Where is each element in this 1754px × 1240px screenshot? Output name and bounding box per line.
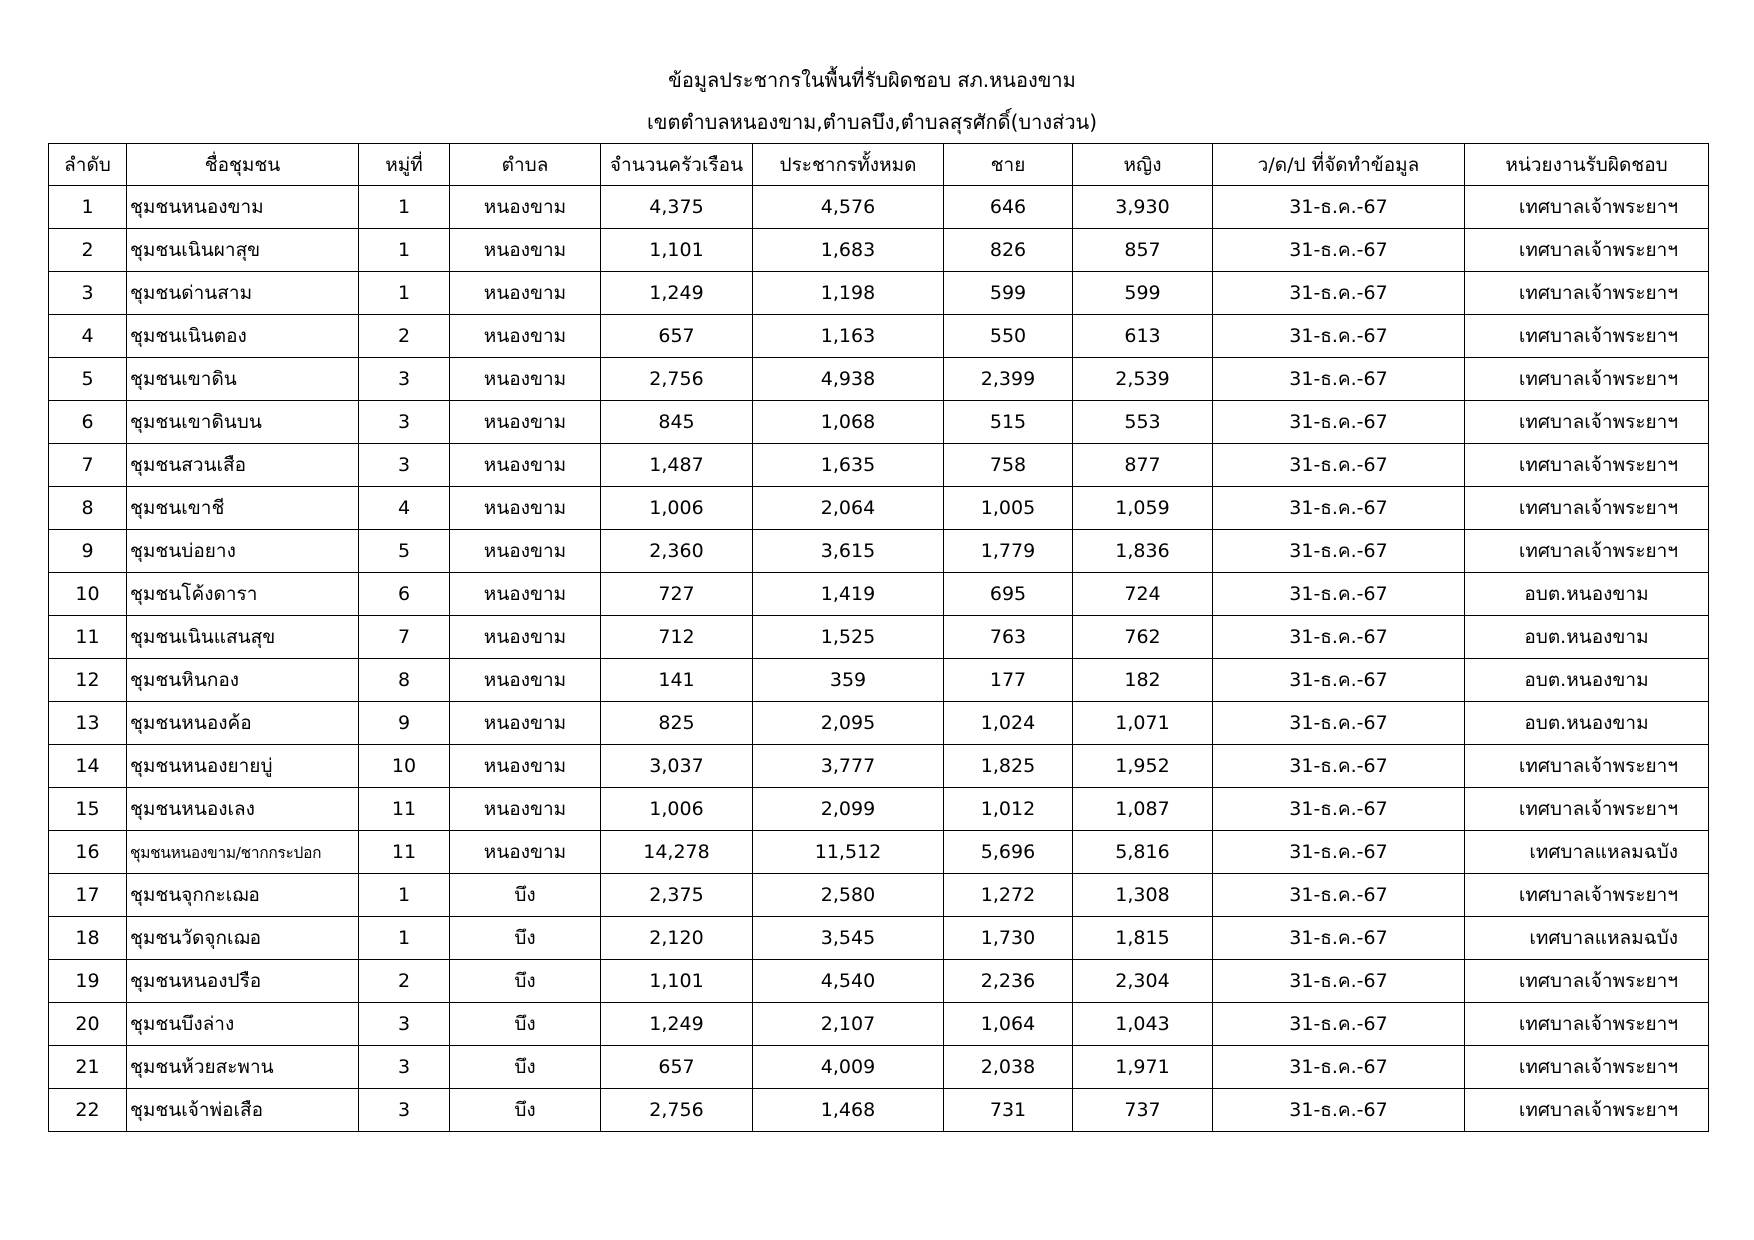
cell-responsible-agency: เทศบาลเจ้าพระยาฯ [1465,272,1709,315]
cell-female: 613 [1073,315,1213,358]
cell-village-no: 1 [359,917,450,960]
cell-total-population: 3,777 [753,745,944,788]
cell-male: 826 [944,229,1073,272]
cell-village-no: 10 [359,745,450,788]
cell-community-name: ชุมชนสวนเสือ [127,444,359,487]
cell-households: 2,120 [601,917,753,960]
cell-community-name: ชุมชนห้วยสะพาน [127,1046,359,1089]
cell-community-name: ชุมชนหนองค้อ [127,702,359,745]
cell-order: 6 [49,401,127,444]
cell-subdistrict: หนองขาม [450,272,601,315]
cell-data-date: 31-ธ.ค.-67 [1213,659,1465,702]
cell-male: 599 [944,272,1073,315]
cell-total-population: 2,107 [753,1003,944,1046]
cell-responsible-agency: เทศบาลแหลมฉบัง [1465,831,1709,874]
cell-households: 1,487 [601,444,753,487]
cell-village-no: 3 [359,444,450,487]
cell-female: 762 [1073,616,1213,659]
cell-data-date: 31-ธ.ค.-67 [1213,831,1465,874]
cell-data-date: 31-ธ.ค.-67 [1213,272,1465,315]
cell-male: 695 [944,573,1073,616]
cell-responsible-agency: อบต.หนองขาม [1465,659,1709,702]
cell-order: 9 [49,530,127,573]
cell-data-date: 31-ธ.ค.-67 [1213,788,1465,831]
table-row [49,530,1709,573]
cell-male: 2,038 [944,1046,1073,1089]
table-row [49,229,1709,272]
cell-female: 1,815 [1073,917,1213,960]
cell-data-date: 31-ธ.ค.-67 [1213,186,1465,229]
cell-data-date: 31-ธ.ค.-67 [1213,745,1465,788]
cell-subdistrict: หนองขาม [450,229,601,272]
cell-male: 1,825 [944,745,1073,788]
header-data-date: ว/ด/ป ที่จัดทำข้อมูล [1213,144,1465,186]
cell-data-date: 31-ธ.ค.-67 [1213,401,1465,444]
header-order: ลำดับ [49,144,127,186]
cell-order: 12 [49,659,127,702]
cell-community-name: ชุมชนเขาชี [127,487,359,530]
cell-data-date: 31-ธ.ค.-67 [1213,960,1465,1003]
cell-households: 14,278 [601,831,753,874]
cell-subdistrict: หนองขาม [450,702,601,745]
cell-village-no: 3 [359,1089,450,1132]
cell-total-population: 1,635 [753,444,944,487]
cell-households: 141 [601,659,753,702]
cell-village-no: 11 [359,788,450,831]
cell-order: 8 [49,487,127,530]
cell-male: 2,399 [944,358,1073,401]
cell-community-name: ชุมชนหนองปรือ [127,960,359,1003]
cell-female: 1,043 [1073,1003,1213,1046]
cell-responsible-agency: เทศบาลเจ้าพระยาฯ [1465,444,1709,487]
header-male: ชาย [944,144,1073,186]
cell-community-name: ชุมชนด่านสาม [127,272,359,315]
cell-village-no: 3 [359,1003,450,1046]
header-row [49,144,1709,186]
cell-male: 5,696 [944,831,1073,874]
cell-village-no: 1 [359,272,450,315]
table-row [49,573,1709,616]
cell-total-population: 11,512 [753,831,944,874]
cell-total-population: 1,163 [753,315,944,358]
cell-data-date: 31-ธ.ค.-67 [1213,1003,1465,1046]
cell-households: 1,101 [601,960,753,1003]
cell-data-date: 31-ธ.ค.-67 [1213,1089,1465,1132]
cell-female: 1,308 [1073,874,1213,917]
cell-village-no: 1 [359,186,450,229]
cell-responsible-agency: อบต.หนองขาม [1465,616,1709,659]
cell-total-population: 2,580 [753,874,944,917]
header-village-no: หมู่ที่ [359,144,450,186]
cell-subdistrict: หนองขาม [450,616,601,659]
cell-community-name: ชุมชนหินกอง [127,659,359,702]
cell-female: 877 [1073,444,1213,487]
cell-community-name: ชุมชนหนองขาม/ชากกระปอก [127,831,359,874]
cell-female: 857 [1073,229,1213,272]
cell-responsible-agency: เทศบาลเจ้าพระยาฯ [1465,788,1709,831]
header-community-name: ชื่อชุมชน [127,144,359,186]
cell-order: 4 [49,315,127,358]
cell-responsible-agency: เทศบาลแหลมฉบัง [1465,917,1709,960]
cell-order: 7 [49,444,127,487]
cell-community-name: ชุมชนหนองยายบู่ [127,745,359,788]
cell-village-no: 9 [359,702,450,745]
cell-village-no: 6 [359,573,450,616]
cell-community-name: ชุมชนเขาดินบน [127,401,359,444]
cell-order: 19 [49,960,127,1003]
cell-responsible-agency: เทศบาลเจ้าพระยาฯ [1465,1003,1709,1046]
cell-subdistrict: หนองขาม [450,444,601,487]
header-households: จำนวนครัวเรือน [601,144,753,186]
cell-community-name: ชุมชนหนองขาม [127,186,359,229]
cell-village-no: 5 [359,530,450,573]
cell-total-population: 1,198 [753,272,944,315]
cell-households: 657 [601,315,753,358]
table-row [49,788,1709,831]
cell-subdistrict: บึง [450,960,601,1003]
cell-responsible-agency: เทศบาลเจ้าพระยาฯ [1465,874,1709,917]
cell-households: 1,249 [601,272,753,315]
cell-total-population: 4,576 [753,186,944,229]
cell-data-date: 31-ธ.ค.-67 [1213,229,1465,272]
cell-subdistrict: หนองขาม [450,487,601,530]
cell-households: 845 [601,401,753,444]
table-row [49,874,1709,917]
cell-female: 1,952 [1073,745,1213,788]
cell-subdistrict: หนองขาม [450,530,601,573]
cell-total-population: 3,545 [753,917,944,960]
cell-village-no: 3 [359,1046,450,1089]
cell-male: 763 [944,616,1073,659]
cell-order: 2 [49,229,127,272]
cell-subdistrict: หนองขาม [450,186,601,229]
header-total-population: ประชากรทั้งหมด [753,144,944,186]
cell-order: 21 [49,1046,127,1089]
cell-order: 1 [49,186,127,229]
cell-male: 1,024 [944,702,1073,745]
cell-male: 731 [944,1089,1073,1132]
cell-households: 2,375 [601,874,753,917]
cell-male: 1,012 [944,788,1073,831]
cell-responsible-agency: เทศบาลเจ้าพระยาฯ [1465,1046,1709,1089]
header-responsible-agency: หน่วยงานรับผิดชอบ [1465,144,1709,186]
header-female: หญิง [1073,144,1213,186]
cell-total-population: 2,064 [753,487,944,530]
cell-total-population: 1,683 [753,229,944,272]
cell-male: 2,236 [944,960,1073,1003]
cell-subdistrict: หนองขาม [450,401,601,444]
cell-responsible-agency: เทศบาลเจ้าพระยาฯ [1465,401,1709,444]
cell-community-name: ชุมชนบึงล่าง [127,1003,359,1046]
cell-total-population: 1,068 [753,401,944,444]
cell-village-no: 4 [359,487,450,530]
cell-female: 1,059 [1073,487,1213,530]
table-row [49,702,1709,745]
cell-female: 5,816 [1073,831,1213,874]
cell-households: 1,101 [601,229,753,272]
cell-total-population: 1,419 [753,573,944,616]
cell-village-no: 8 [359,659,450,702]
cell-community-name: ชุมชนเนินแสนสุข [127,616,359,659]
table-row [49,917,1709,960]
table-row [49,659,1709,702]
cell-village-no: 2 [359,960,450,1003]
cell-female: 3,930 [1073,186,1213,229]
cell-data-date: 31-ธ.ค.-67 [1213,573,1465,616]
cell-households: 727 [601,573,753,616]
cell-data-date: 31-ธ.ค.-67 [1213,616,1465,659]
table-row [49,1089,1709,1132]
cell-female: 182 [1073,659,1213,702]
cell-responsible-agency: เทศบาลเจ้าพระยาฯ [1465,229,1709,272]
cell-male: 1,064 [944,1003,1073,1046]
cell-male: 550 [944,315,1073,358]
cell-responsible-agency: เทศบาลเจ้าพระยาฯ [1465,358,1709,401]
cell-order: 3 [49,272,127,315]
table-row [49,487,1709,530]
table-row [49,358,1709,401]
cell-village-no: 2 [359,315,450,358]
cell-male: 1,779 [944,530,1073,573]
table-row [49,186,1709,229]
cell-village-no: 11 [359,831,450,874]
cell-village-no: 3 [359,358,450,401]
cell-male: 1,730 [944,917,1073,960]
cell-households: 2,756 [601,1089,753,1132]
cell-data-date: 31-ธ.ค.-67 [1213,702,1465,745]
cell-data-date: 31-ธ.ค.-67 [1213,315,1465,358]
cell-community-name: ชุมชนเนินตอง [127,315,359,358]
cell-households: 712 [601,616,753,659]
cell-responsible-agency: เทศบาลเจ้าพระยาฯ [1465,315,1709,358]
document-title: ข้อมูลประชากรในพื้นที่รับผิดชอบ สภ.หนองขาม [668,68,1076,92]
cell-total-population: 2,099 [753,788,944,831]
cell-subdistrict: บึง [450,874,601,917]
cell-community-name: ชุมชนเจ้าพ่อเสือ [127,1089,359,1132]
cell-subdistrict: บึง [450,1089,601,1132]
cell-community-name: ชุมชนเนินผาสุข [127,229,359,272]
cell-village-no: 7 [359,616,450,659]
cell-order: 15 [49,788,127,831]
cell-male: 515 [944,401,1073,444]
cell-village-no: 3 [359,401,450,444]
table-row [49,745,1709,788]
population-table [48,143,1709,1132]
cell-data-date: 31-ธ.ค.-67 [1213,530,1465,573]
cell-subdistrict: หนองขาม [450,831,601,874]
cell-community-name: ชุมชนเขาดิน [127,358,359,401]
cell-households: 2,360 [601,530,753,573]
cell-responsible-agency: เทศบาลเจ้าพระยาฯ [1465,960,1709,1003]
table-row [49,831,1709,874]
table-row [49,444,1709,487]
cell-subdistrict: บึง [450,1046,601,1089]
cell-households: 2,756 [601,358,753,401]
cell-data-date: 31-ธ.ค.-67 [1213,444,1465,487]
cell-community-name: ชุมชนหนองเลง [127,788,359,831]
cell-responsible-agency: เทศบาลเจ้าพระยาฯ [1465,186,1709,229]
cell-order: 5 [49,358,127,401]
cell-responsible-agency: เทศบาลเจ้าพระยาฯ [1465,487,1709,530]
cell-responsible-agency: เทศบาลเจ้าพระยาฯ [1465,530,1709,573]
cell-households: 825 [601,702,753,745]
table-row [49,401,1709,444]
cell-community-name: ชุมชนโค้งดารา [127,573,359,616]
cell-total-population: 1,525 [753,616,944,659]
cell-female: 553 [1073,401,1213,444]
cell-subdistrict: หนองขาม [450,659,601,702]
cell-order: 22 [49,1089,127,1132]
cell-data-date: 31-ธ.ค.-67 [1213,1046,1465,1089]
cell-households: 1,006 [601,788,753,831]
table-row [49,1046,1709,1089]
cell-order: 13 [49,702,127,745]
cell-data-date: 31-ธ.ค.-67 [1213,358,1465,401]
table-row [49,616,1709,659]
cell-order: 16 [49,831,127,874]
cell-female: 1,971 [1073,1046,1213,1089]
cell-responsible-agency: เทศบาลเจ้าพระยาฯ [1465,1089,1709,1132]
cell-male: 646 [944,186,1073,229]
cell-female: 2,304 [1073,960,1213,1003]
cell-total-population: 4,540 [753,960,944,1003]
cell-responsible-agency: เทศบาลเจ้าพระยาฯ [1465,745,1709,788]
cell-community-name: ชุมชนจุกกะเฌอ [127,874,359,917]
cell-village-no: 1 [359,229,450,272]
cell-households: 657 [601,1046,753,1089]
cell-female: 1,836 [1073,530,1213,573]
cell-responsible-agency: อบต.หนองขาม [1465,573,1709,616]
cell-total-population: 3,615 [753,530,944,573]
cell-total-population: 2,095 [753,702,944,745]
cell-households: 1,006 [601,487,753,530]
cell-male: 1,272 [944,874,1073,917]
table-body [49,186,1709,1132]
cell-order: 14 [49,745,127,788]
cell-female: 724 [1073,573,1213,616]
table-row [49,1003,1709,1046]
cell-responsible-agency: อบต.หนองขาม [1465,702,1709,745]
cell-total-population: 4,009 [753,1046,944,1089]
table-row [49,960,1709,1003]
cell-households: 4,375 [601,186,753,229]
table-row [49,272,1709,315]
cell-data-date: 31-ธ.ค.-67 [1213,487,1465,530]
cell-total-population: 359 [753,659,944,702]
cell-subdistrict: หนองขาม [450,358,601,401]
cell-male: 177 [944,659,1073,702]
cell-female: 737 [1073,1089,1213,1132]
cell-female: 1,071 [1073,702,1213,745]
cell-subdistrict: หนองขาม [450,315,601,358]
header-subdistrict: ตำบล [450,144,601,186]
cell-subdistrict: บึง [450,1003,601,1046]
cell-order: 11 [49,616,127,659]
cell-total-population: 4,938 [753,358,944,401]
cell-village-no: 1 [359,874,450,917]
cell-households: 3,037 [601,745,753,788]
cell-data-date: 31-ธ.ค.-67 [1213,874,1465,917]
cell-female: 1,087 [1073,788,1213,831]
cell-female: 599 [1073,272,1213,315]
cell-subdistrict: หนองขาม [450,573,601,616]
document-subtitle: เขตตำบลหนองขาม,ตำบลบึง,ตำบลสุรศักดิ์(บางส่วน) [646,110,1098,134]
cell-subdistrict: หนองขาม [450,788,601,831]
cell-order: 20 [49,1003,127,1046]
cell-subdistrict: หนองขาม [450,745,601,788]
cell-households: 1,249 [601,1003,753,1046]
cell-community-name: ชุมชนบ่อยาง [127,530,359,573]
table-row [49,315,1709,358]
cell-female: 2,539 [1073,358,1213,401]
cell-total-population: 1,468 [753,1089,944,1132]
cell-male: 758 [944,444,1073,487]
cell-community-name: ชุมชนวัดจุกเฌอ [127,917,359,960]
cell-order: 10 [49,573,127,616]
cell-data-date: 31-ธ.ค.-67 [1213,917,1465,960]
cell-subdistrict: บึง [450,917,601,960]
cell-male: 1,005 [944,487,1073,530]
cell-order: 18 [49,917,127,960]
cell-order: 17 [49,874,127,917]
